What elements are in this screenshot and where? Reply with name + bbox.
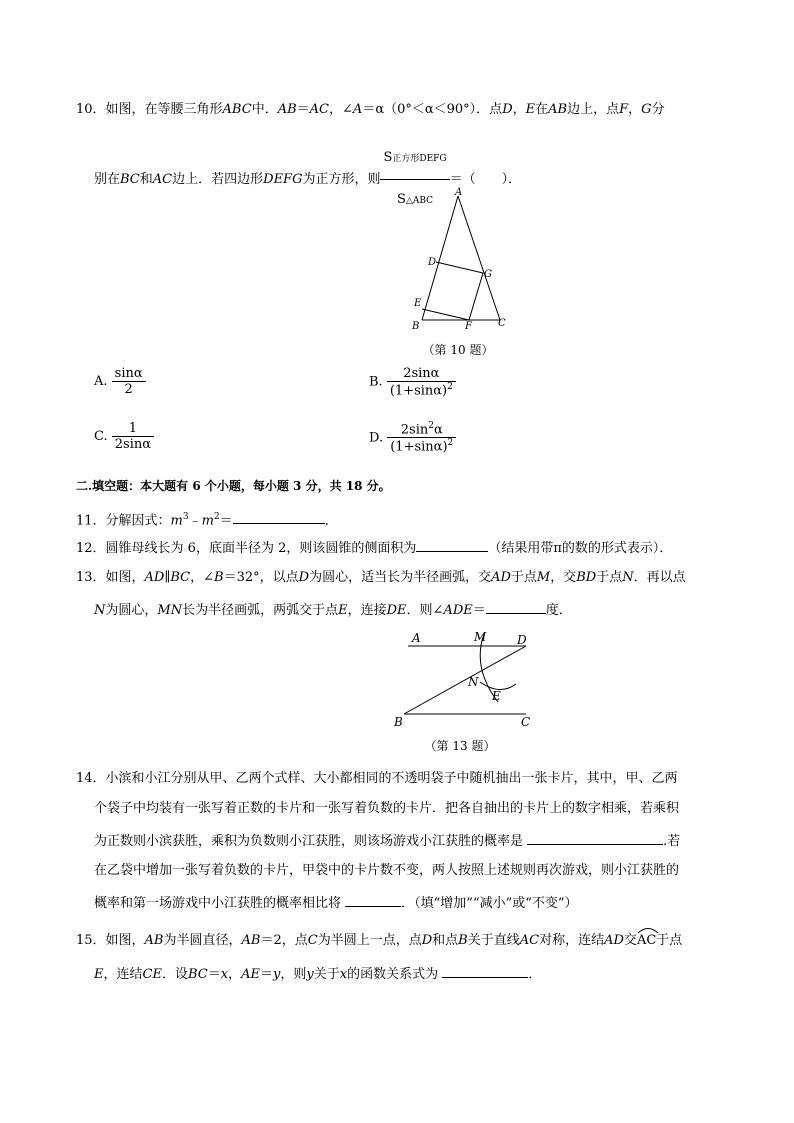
q14-line2: 个袋子中均装有一张写着正数的卡片和一张写着负数的卡片．把各自抽出的卡片上的数字相乘，若乘积	[94, 801, 680, 816]
option-c[interactable]: C. $\frac{1}{2\sin\alpha}$	[94, 421, 154, 452]
q15-line2: E，连结CE．设BC＝x，AE＝y，则y关于x的函数关系式为 ．	[94, 964, 541, 984]
q14-line3: 为正数则小滨获胜，乘积为负数则小江获胜，则该场游戏小江获胜的概率是 .若	[94, 831, 680, 851]
fig13-label-a: A	[412, 631, 421, 645]
fig10-label-e: E	[414, 298, 422, 309]
q15-line1: 15．如图，AB为半圆直径，AB＝2，点C为半圆上一点，点D和点B关于直线AC对称，连结AD交 AC于点	[76, 932, 682, 950]
fig13-label-b: B	[394, 715, 403, 729]
arc-ac: AC	[637, 932, 656, 950]
q12: 12．圆锥母线长为 6，底面半径为 2，则该圆锥的侧面积为 （结果用带π的数的形式表示）．	[76, 538, 672, 558]
q14-line5: 概率和第一场游戏中小江获胜的概率相比将 ．（填“增加”“减小”或“不变”）	[94, 893, 578, 913]
fig13-label-c: C	[521, 715, 531, 729]
fig13-label-n: N	[468, 675, 479, 689]
q14-line1: 14．小滨和小江分别从甲、乙两个式样、大小都相同的不透明袋子中随机抽出一张卡片，其中，甲、乙两	[76, 771, 678, 786]
figure-10-caption: （第 10 题）	[422, 343, 494, 357]
q15-answer-blank[interactable]	[442, 964, 528, 978]
fig10-label-a: A	[455, 187, 463, 198]
fig13-label-m: M	[474, 630, 487, 644]
section-2-heading: 二.填空题：本大题有 6 个小题，每小题 3 分，共 18 分。	[76, 479, 391, 493]
q14-answer-blank-1[interactable]	[527, 831, 663, 845]
q14-answer-blank-2[interactable]	[345, 893, 401, 907]
q11: 11．分解因式：$m^3﹣m^2=$ ．	[76, 512, 338, 529]
q14-line4: 在乙袋中增加一张写着负数的卡片，甲袋中的卡片数不变，两人按照上述规则再次游戏，则小江获胜的	[94, 863, 680, 878]
figure-13-caption: （第 13 题）	[424, 739, 496, 753]
option-b[interactable]: B. $\frac{2\sin\alpha}{(1+\sin\alpha)^2}$	[369, 366, 456, 398]
figure-13-construction	[388, 624, 548, 736]
fig10-label-c: C	[498, 318, 506, 329]
fig13-label-d: D	[517, 633, 527, 647]
q10-line1: 10．如图，在等腰三角形ABC中．AB＝AC，∠A＝α（0°＜α＜90°）．点D，E在AB边上，点F，G分	[76, 102, 665, 117]
q11-answer-blank[interactable]	[233, 510, 325, 524]
fig10-label-g: G	[484, 269, 492, 280]
q13-answer-blank[interactable]	[486, 600, 546, 614]
area-ratio-fraction: $\frac{\text{S正方形DEFG}}{\text{S△ABC}}$	[380, 138, 449, 221]
q10-line2: 别在BC和AC边上．若四边形DEFG为正方形，则 $\frac{\text{S正方形DEFG}}{\text{S△ABC}}$ ＝（ ）．	[94, 138, 521, 221]
fig13-label-e: E	[492, 689, 501, 703]
option-a[interactable]: A. $\frac{\sin\alpha}{2}$	[94, 366, 146, 397]
q12-answer-blank[interactable]	[416, 538, 488, 552]
option-d[interactable]: D. $\frac{2\sin^2\alpha}{(1+\sin\alpha)^2}$	[369, 421, 456, 455]
q13-line1: 13．如图，AD∥BC，∠B＝32°，以点D为圆心，适当长为半径画弧，交AD于点M，交BD于点N．再以点	[76, 570, 686, 585]
figure-10-triangle	[405, 186, 515, 336]
q13-line2: N为圆心，MN长为半径画弧，两弧交于点E，连接DE．则∠ADE＝ 度．	[94, 600, 572, 620]
fig10-label-f: F	[465, 321, 472, 332]
fig10-label-b: B	[412, 321, 420, 332]
fig10-label-d: D	[428, 257, 437, 268]
